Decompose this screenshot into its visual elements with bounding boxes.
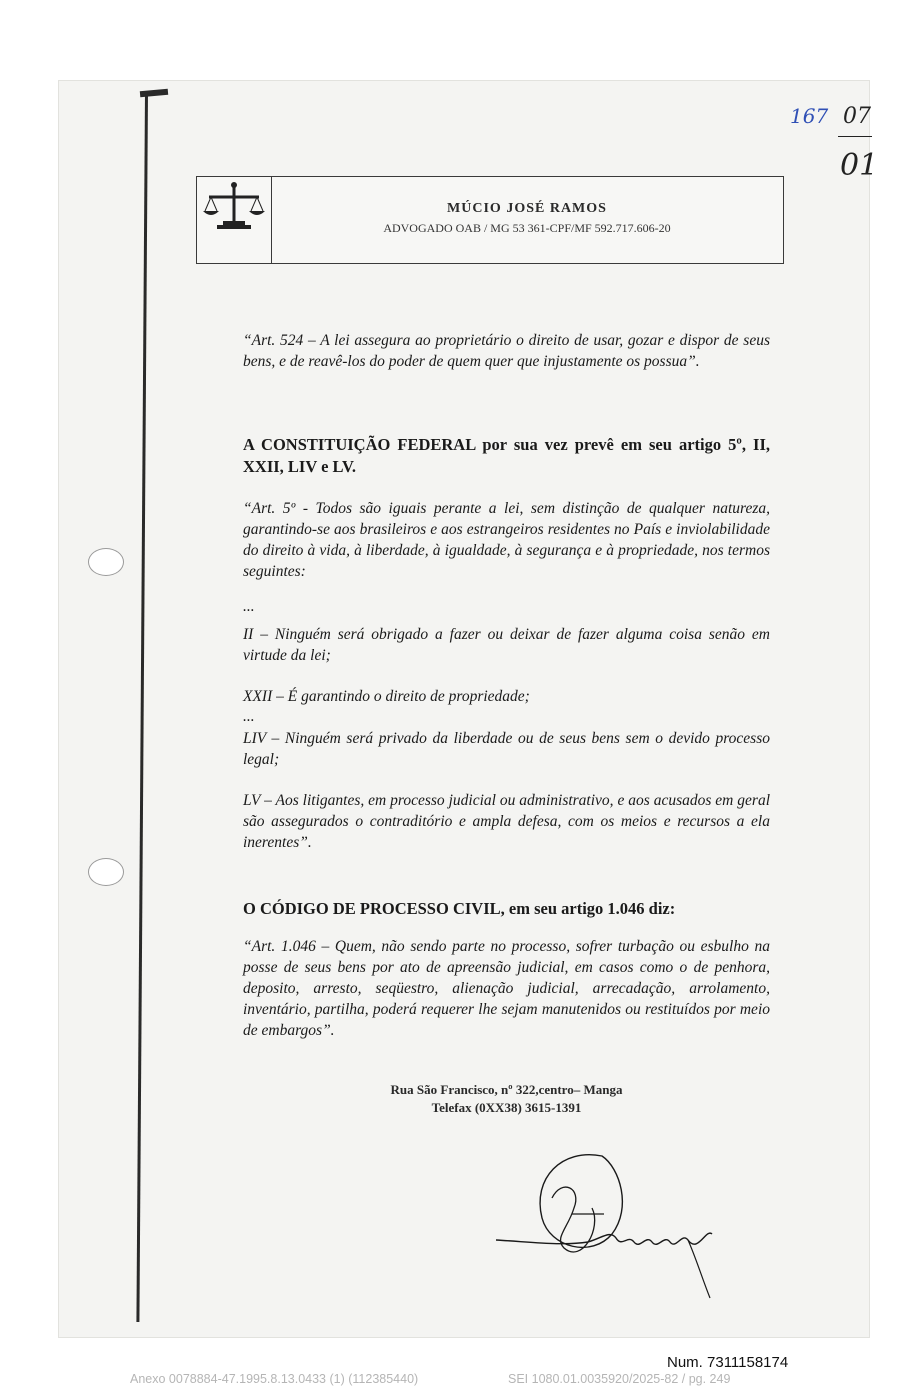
art-524-quote: “Art. 524 – A lei assegura ao proprietário o direito de usar, gozar e dispor de seus bens, e de reavê-los do poder de quem quer que injustamente os possua”. (243, 332, 770, 370)
handwritten-underline (838, 136, 872, 137)
art-5-quote: “Art. 5º - Todos são iguais perante a lei, sem distinção de qualquer natureza, garantindo-se aos brasileiros e aos estrangeiros residentes no País e inviolabilidade do direito à vida, à liberdade, à igualdade, à segurança e à propriedade, nos termos seguintes: (243, 500, 770, 580)
scales-of-justice-icon (197, 177, 272, 263)
letterhead (196, 176, 784, 264)
cf-heading-bold: A CONSTITUIÇÃO FEDERAL (243, 435, 476, 454)
art-1046-quote: “Art. 1.046 – Quem, não sendo parte no processo, sofrer turbação ou esbulho na posse de seus bens por ato de apreensão judicial, em casos como o de penhora, deposito, arresto, seqüestro, alienação judicial, arrecadação, arrolamento, inventário, partilha, poderá requerer lhe sejam manutenidos ou restituídos por meio de embargos”. (243, 938, 770, 1039)
cf-heading (243, 434, 770, 478)
lawyer-credentials: ADVOGADO OAB / MG 53 361-CPF/MF 592.717.606-20 (383, 221, 671, 235)
annex-reference: Anexo 0078884-47.1995.8.13.0433 (1) (112385440) (130, 1372, 419, 1386)
document-number: Num. 7311158174 (667, 1354, 789, 1371)
sei-reference: SEI 1080.01.0035920/2025-82 / pg. 249 (508, 1372, 731, 1386)
footer-address: Rua São Francisco, nº 322,centro– Manga (390, 1082, 623, 1097)
handwritten-sheet-number: 07 (843, 104, 871, 129)
signature (492, 1138, 722, 1308)
cpc-heading-rest: em seu artigo 1.046 diz: (504, 899, 676, 918)
ellipsis-1: ... (243, 598, 255, 615)
item-xxii: XXII – É garantindo o direito de propriedade; (243, 688, 530, 705)
lawyer-name: MÚCIO JOSÉ RAMOS (447, 201, 607, 216)
handwritten-mark: 01 (840, 148, 879, 183)
item-ii: II – Ninguém será obrigado a fazer ou deixar de fazer alguma coisa senão em virtude da lei; (243, 626, 770, 664)
item-lv: LV – Aos litigantes, em processo judicial ou administrativo, e aos acusados em geral são assegurados o contraditório e ampla defesa, com os meios e recursos a ela inerentes”. (243, 792, 770, 851)
ellipsis-2: ... (243, 708, 255, 725)
cpc-heading (243, 898, 770, 920)
cf-heading-rest: por sua vez prevê em seu artigo 5º, II, XXII, LIV e LV. (243, 435, 771, 476)
cpc-heading-bold: O CÓDIGO DE PROCESSO CIVIL, (243, 899, 505, 918)
punch-hole-top (88, 548, 124, 576)
handwritten-page-number: 167 (790, 104, 829, 128)
footer-phone: Telefax (0XX38) 3615-1391 (431, 1100, 582, 1115)
item-liv: LIV – Ninguém será privado da liberdade ou de seus bens sem o devido processo legal; (243, 730, 770, 768)
punch-hole-bottom (88, 858, 124, 886)
